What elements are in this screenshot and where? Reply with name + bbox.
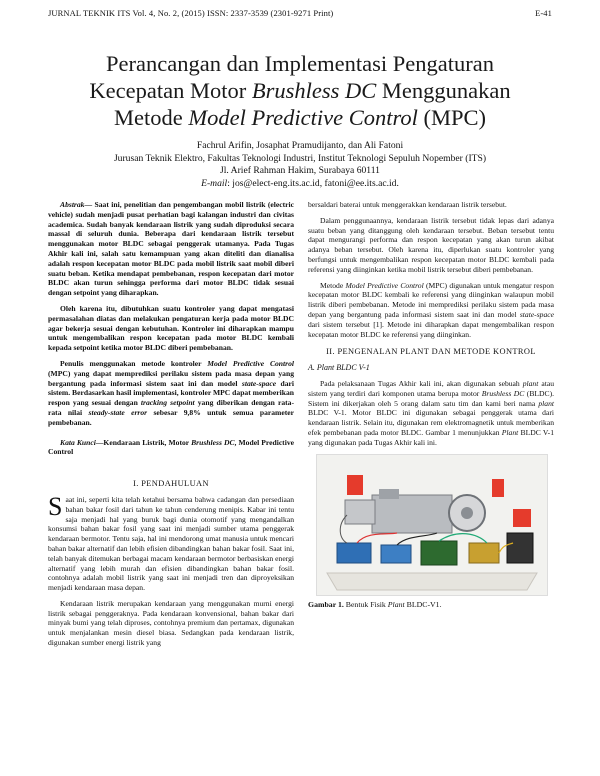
plant-p1: Pada pelaksanaan Tugas Akhir kali ini, akan digunakan sebuah plant atau sistem yang terdiri dari komponen utama berupa motor Brushless DC (BLDC). Sistem ini dikerjakan oleh 5 orang dalam satu tim dan kami beri nama plant BLDC V-1. Motor BLDC ini digunakan sebagai penggerak utama dari kendaraan listrik. Selain itu, digunakan rem elektromagnetik untuk memberikan efek pembebanan pada motor BLDC. Gambar 1 menunjukkan Plant BLDC V-1 yang digunakan pada Tugas Akhir kali ini.: [308, 378, 554, 447]
abstract-p2: Oleh karena itu, dibutuhkan suatu kontroler yang dapat mengatasi permasalahan diatas dan melakukan pengaturan kerja pada motor BLDC agar bekerja sesuai dengan kebutuhan. Kontroler ini diharapkan mampu untuk mengembalikan respon kecepatan pada motor BLDC kembali kepada setpoint ketika motor BLDC diberi pembebanan.: [48, 303, 294, 353]
encoder: [345, 500, 375, 524]
red-part-right: [492, 479, 504, 497]
title-line-1: Perancangan dan Implementasi Pengaturan: [106, 51, 494, 76]
plant-bldc-illustration: [317, 455, 547, 595]
running-header: [48, 8, 552, 20]
intro-p2: Kendaraan listrik merupakan kendaraan yang menggunakan murni energi listrik sebagai penggeraknya. Pada kendaraan konvensional, bahan bakar dari minyak bumi yang telah diproses, contohnya premium dan pertamax, digunakan untuk menjalankan mesin diesel biasa. Sedangkan pada kendaraan listrik, digunakan sumber energi listrik yang: [48, 598, 294, 648]
right-column: [308, 200, 554, 609]
red-part-left: [347, 475, 363, 495]
keywords: Kata Kunci—Kendaraan Listrik, Motor Brushless DC, Model Predictive Control: [48, 437, 294, 457]
right-p2: Metode Model Predictive Control (MPC) digunakan untuk mengatur respon kecepatan motor BLDC kembali ke referensi yang diinginkan walaupun mobil listrik diberi pembebanan. Metode ini memprediksi perilaku sistem pada masa depan yang bergantung pada informasi sistem saat ini dan model state-space dari sistem tersebut [1]. Metode ini diharapkan dapat mengembalikan respon kecepatan motor BLDC ke referensi yang diinginkan.: [308, 280, 554, 339]
drop-cap: S: [48, 491, 63, 521]
title-line-3: Metode Model Predictive Control (MPC): [113, 105, 487, 130]
abstract: [48, 200, 294, 428]
journal-info: JURNAL TEKNIK ITS Vol. 4, No. 2, (2015) ISSN: 2337-3539 (2301-9271 Print): [48, 8, 334, 18]
author-block: [40, 140, 560, 190]
driver-board-2: [381, 545, 411, 563]
power-module: [507, 533, 533, 563]
title-line-2: Kecepatan Motor Brushless DC Menggunakan: [89, 78, 511, 103]
controller-board: [421, 541, 457, 565]
driver-board-1: [337, 543, 371, 563]
abstract-p3: Penulis menggunakan metode kontroler Model Predictive Control (MPC) yang dapat memprediksi perilaku sistem pada masa depan yang bergantung pada informasi sistem saat ini dan model state-space dari sistem. Berdasarkan hasil implementasi, kontroler MPC dapat memberikan respon yang sesuai dengan tracking setpoint yang diberikan dengan rata-rata nilai steady-state error sebesar 9,8% untuk semua parameter pembebanan.: [48, 358, 295, 427]
subsection-heading-plant: A. Plant BLDC V-1: [308, 363, 370, 373]
sensor-board: [469, 543, 499, 563]
author-affiliation: Jurusan Teknik Elektro, Fakultas Teknologi Industri, Institut Teknologi Sepuluh Nopember (ITS): [113, 152, 487, 164]
author-names: Fachrul Arifin, Josaphat Pramudijanto, dan Ali Fatoni: [196, 140, 404, 151]
left-column: [48, 200, 294, 654]
abstract-p1: Abstrak— Saat ini, penelitian dan pengembangan mobil listrik (electric vehicle) sudah menjadi pusat perhatian bagi kalangan industri dan civitas academica. Sudah banyak kendaraan listrik yang sudah diproduksi secara massal di seluruh dunia. Beberapa dari kendaraan listrik tersebut menggunakan motor BLDC sebagai penggerak utamanya. Pada Tugas Akhir kali ini, salah satu kemampuan yang akan diteliti dan dianalisa adalah respon kecepatan motor BLDC pada mobil listrik saat mobil diberi suatu beban. Ketika mendapat pembebanan, respon kecepatan dari motor BLDC akan turun sehingga performa dari motor BLDC tidak sesuai dengan setpoint yang diharapkan.: [48, 200, 294, 298]
section-heading-intro: I. PENDAHULUAN: [133, 479, 209, 489]
plant-photo: [316, 454, 548, 596]
author-email: E-mail: jos@elect-eng.its.ac.id, fatoni@ee.its.ac.id.: [201, 177, 399, 189]
motor-mount: [379, 489, 399, 499]
page-number: E-41: [535, 8, 552, 18]
disc-hub: [461, 507, 473, 519]
figure-caption: Gambar 1. Bentuk Fisik Plant BLDC-V1.: [308, 599, 442, 609]
section-heading-plant: II. PENGENALAN PLANT DAN METODE KONTROL: [326, 347, 536, 357]
bldc-motor: [372, 495, 452, 533]
red-block: [513, 509, 531, 527]
base-board: [327, 573, 537, 590]
right-p0: bersaldari baterai untuk menggerakkan kendaraan listrik tersebut.: [308, 200, 507, 209]
intro-p1: Saat ini, seperti kita telah ketahui bersama bahwa cadangan dan persediaan bahan bakar fosil dari tahun ke tahun cenderung menipis. Kabar ini tentu saja menjadi hal yang buruk bagi dunia otomotif yang mengandalkan konsumsi bahan bakar fosil yang saat ini menjadi sumber utama penggerak kendaraan bermotor. Tentu saja, hal ini mendorong umat manusia untuk mencari bahan bakar alternatif dan lebih efisien dibandingkan bahan bakar fosil. Saat ini, telah banyak ditemukan berbagai macam kendaraan bermotor berbasiskan energi alternatif yang lebih murah dan efisien dibandingkan bahan bakar fosil. contohnya adalah mobil listrik yang saat ini menjadi tren dan diproyeksikan menjadi kendaraan masa depan.: [48, 491, 294, 593]
right-p1: Dalam penggunaannya, kendaraan listrik tersebut tidak lepas dari adanya suatu beban yang ditanggung oleh kendaraan tersebut. Beban tersebut tentu dapat mengurangi performa dan respon kecepatan yang akan turun akibat adanya beban tersebut. Oleh karena itu, diperlukan suatu kontroler yang berfungsi untuk mengembalikan respon kecepatan motor BLDC kembali pada referensi yang diinginkan ketika mobil listrik tersebut diberi pembebanan.: [308, 215, 554, 274]
paper-title: [40, 50, 560, 131]
author-address: Jl. Arief Rahman Hakim, Surabaya 60111: [220, 165, 380, 176]
